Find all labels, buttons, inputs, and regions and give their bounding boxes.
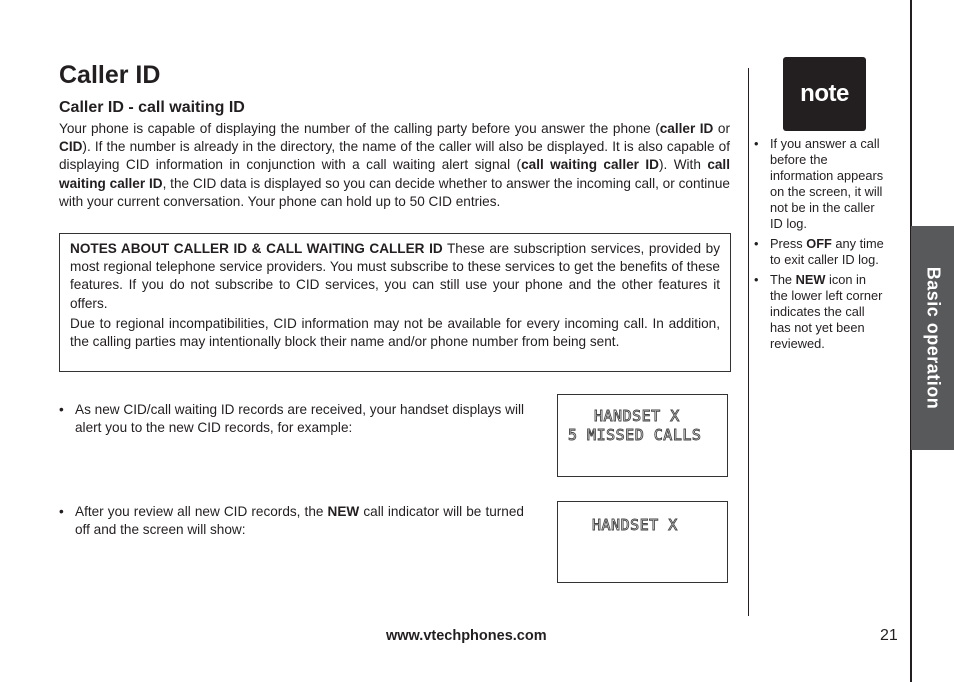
- side-notes-list: [754, 136, 884, 356]
- bullet-text-1: After you review all new CID records, the: [75, 504, 328, 519]
- note-badge: note: [783, 57, 866, 131]
- intro-text-3: ). If the number is already in the directory, the name of the caller will also be displayed. It is also capable of displaying CID information in conjunction with a call waiting alert signal (: [59, 139, 730, 173]
- bullet-text: [59, 503, 524, 539]
- intro-bold-cwcid-2: call waiting caller ID: [59, 157, 730, 191]
- lcd-line: HANDSET X: [594, 407, 680, 425]
- notes-heading: NOTES ABOUT CALLER ID & CALL WAITING CALLER ID: [70, 241, 443, 256]
- intro-text-1: Your phone is capable of displaying the number of the calling party before you answer the phone (: [59, 121, 660, 136]
- list-item: [59, 401, 524, 437]
- bullet-dot: •: [59, 504, 64, 519]
- column-divider: [748, 68, 749, 616]
- bullet-text: As new CID/call waiting ID records are received, your handset displays will alert you to the new CID records, for example:: [75, 402, 524, 436]
- intro-bold-caller-id: caller ID: [659, 121, 714, 136]
- list-item: [59, 503, 524, 539]
- page-title: Caller ID: [59, 61, 161, 89]
- lcd-screen-missed-calls: [557, 394, 728, 477]
- section-subtitle: Caller ID - call waiting ID: [59, 99, 245, 116]
- side-note-bold-off: OFF: [806, 236, 832, 251]
- intro-paragraph: [59, 120, 730, 211]
- notes-para-2: Due to regional incompatibilities, CID information may not be available for every incoming call. In addition, the calling parties may intentionally block their name and/or phone number from being sent.: [70, 315, 720, 350]
- side-note-text-1: The: [770, 272, 796, 287]
- notes-text-1: These are subscription services, provided by most regional telephone service providers. You must subscribe to these services to get the benefits of these features. If you do not subscribe to CID services, you can still use your phone and the other features it offers.: [70, 241, 720, 311]
- bullet-text-2: call indicator will be turned off and the screen will show:: [75, 504, 524, 538]
- side-note-text-2: any time to exit caller ID log.: [770, 236, 884, 267]
- side-note-item: [754, 272, 884, 352]
- notes-para-1: [70, 240, 720, 313]
- side-note-bold-new: NEW: [795, 272, 826, 287]
- notes-box: [59, 233, 731, 372]
- page-number: 21: [880, 627, 898, 644]
- intro-text-2: or: [713, 121, 730, 136]
- lcd-screen-handset: [557, 501, 728, 583]
- side-note-text-1: Press: [770, 236, 807, 251]
- section-tab: [911, 226, 954, 450]
- intro-text-5: , the CID data is displayed so you can decide whether to answer the incoming call, or continue with your current conversation. Your phone can hold up to 50 CID entries.: [59, 175, 730, 209]
- footer-website: www.vtechphones.com: [386, 628, 547, 644]
- bullet-dot: •: [59, 402, 64, 417]
- intro-text-4: ). With: [658, 157, 708, 173]
- bullet-bold-new: NEW: [327, 504, 360, 519]
- lcd-line: 5 MISSED CALLS: [568, 426, 702, 444]
- section-tab-label: Basic operation: [923, 266, 943, 410]
- side-note-item: • If you answer a call before the information appears on the screen, it will not be in the caller ID log.: [754, 136, 884, 232]
- side-note-text-2: icon in the lower left corner indicates the call has not yet been reviewed.: [770, 272, 883, 351]
- side-note-item: [754, 236, 884, 268]
- lcd-line: HANDSET X: [592, 516, 678, 534]
- intro-bold-cid: CID: [59, 139, 83, 155]
- intro-bold-cwcid-1: call waiting caller ID: [521, 157, 659, 173]
